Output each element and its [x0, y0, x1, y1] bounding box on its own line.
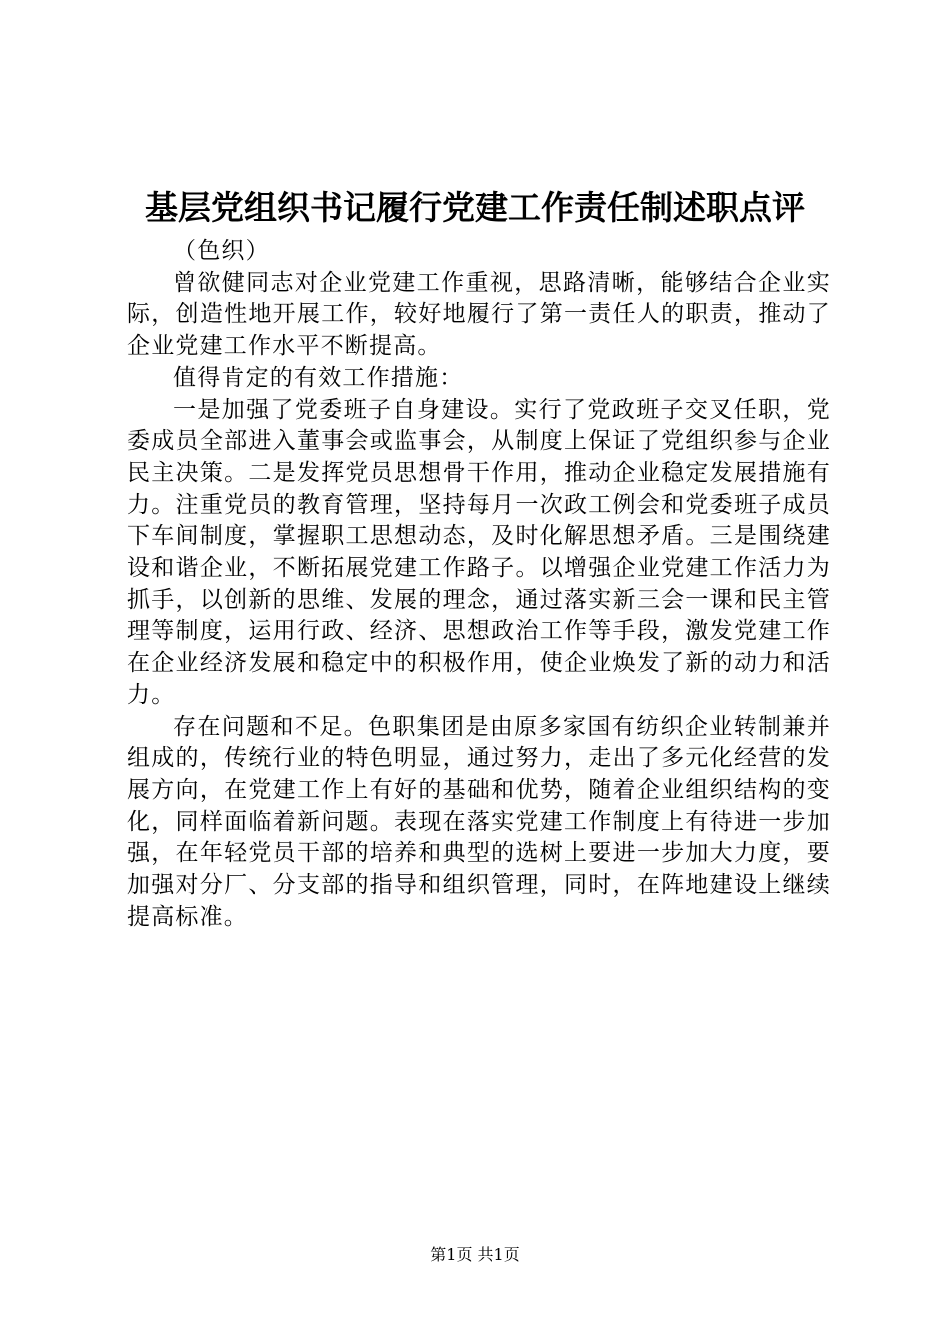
paragraph-2: 值得肯定的有效工作措施： — [173, 364, 464, 391]
paragraph-3: 一是加强了党委班子自身建设。实行了党政班子交叉任职，党委成员全部进入董事会或监事会，从制度上保证了党组织参与企业民主决策。二是发挥党员思想骨干作用，推动企业稳定发展措施有力。注重党员的教育管理，坚持每月一次政工例会和党委班子成员下车间制度，掌握职工思想动态，及时化解思想矛盾。三是围绕建设和谐企业，不断拓展党建工作路子。以增强企业党建工作活力为抓手，以创新的思维、发展的理念，通过落实新三会一课和民主管理等制度，运用行政、经济、思想政治工作等手段，激发党建工作在企业经济发展和稳定中的积极作用，使企业焕发了新的动力和活力。 — [127, 396, 831, 708]
document-title: 基层党组织书记履行党建工作责任制述职点评 — [145, 188, 805, 227]
paragraph-1: 曾欲健同志对企业党建工作重视，思路清晰，能够结合企业实际，创造性地开展工作，较好地履行了第一责任人的职责，推动了企业党建工作水平不断提高。 — [127, 269, 831, 360]
page-footer: 第1页 共1页 — [430, 1245, 520, 1264]
paragraph-4: 存在问题和不足。色职集团是由原多家国有纺织企业转制兼并组成的，传统行业的特色明显，通过努力，走出了多元化经营的发展方向，在党建工作上有好的基础和优势，随着企业组织结构的变化，同样面临着新问题。表现在落实党建工作制度上有待进一步加强，在年轻党员干部的培养和典型的选树上要进一步加大力度，要加强对分厂、分支部的指导和组织管理，同时，在阵地建设上继续提高标准。 — [127, 713, 831, 930]
document-body — [127, 236, 831, 933]
document-subtitle: （色织） — [173, 238, 270, 264]
